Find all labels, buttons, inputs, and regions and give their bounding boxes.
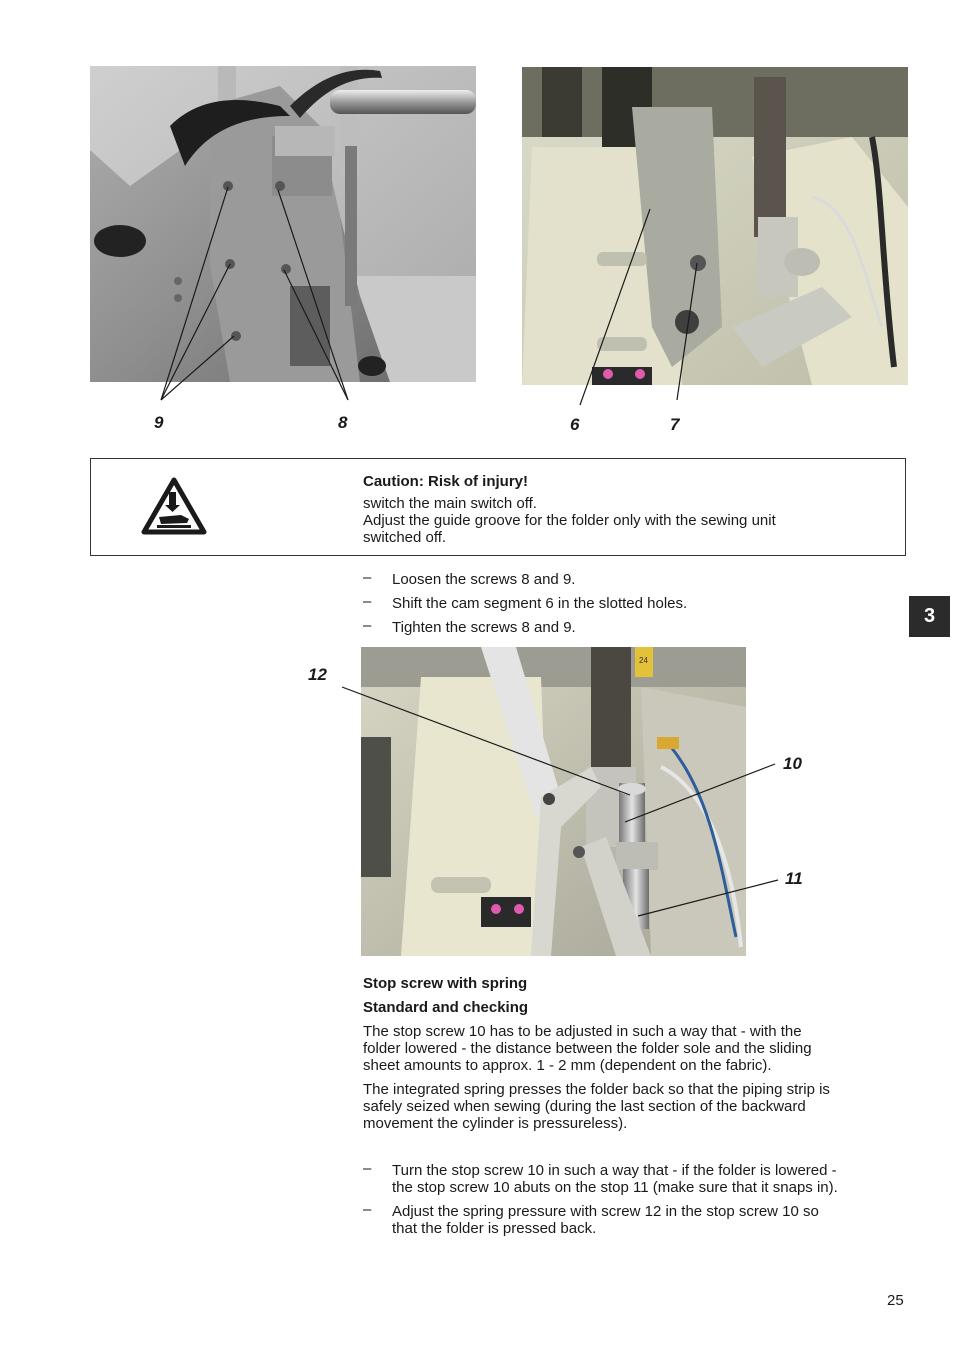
list-item: – Loosen the screws 8 and 9. (363, 569, 576, 588)
callout-8: 8 (338, 413, 348, 432)
steps-list-stop-screw (363, 1162, 838, 1237)
list-item: – Tighten the screws 8 and 9. (363, 617, 576, 636)
chapter-tab: 3 (909, 596, 950, 637)
callout-10: 10 (783, 754, 802, 773)
photo-stop-screw (361, 647, 746, 956)
callout-9: 9 (154, 413, 164, 432)
callout-11: 11 (785, 869, 803, 888)
list-item: – Turn the stop screw 10 in such a way that - if the folder is lowered - the stop screw 10 abuts on the stop 11 (make sure that it snaps in). (363, 1160, 838, 1196)
caution-box (90, 458, 906, 556)
caution-title: Caution: Risk of injury! (363, 473, 528, 490)
callout-6: 6 (570, 415, 580, 434)
steps-list-screws (363, 571, 687, 637)
section-heading-stop-screw: Stop screw with spring (363, 975, 528, 992)
callout-7: 7 (670, 415, 680, 434)
photo-folder-mount (90, 66, 476, 382)
caution-line-3: switched off. (363, 529, 447, 546)
section-headings (363, 975, 908, 1016)
list-item: – Shift the cam segment 6 in the slotted holes. (363, 593, 688, 612)
photo-cam-segment (522, 67, 908, 385)
page-number: 25 (887, 1292, 904, 1309)
marker-label: 24 (639, 656, 648, 665)
paragraph-spring: The integrated spring presses the folder back so that the piping strip is safely seized when sewing (during the last section of the backward movement the cylinder is pressureless). (363, 1081, 830, 1132)
caution-line-2: Adjust the guide groove for the folder only with the sewing unit (363, 512, 776, 529)
callout-12: 12 (308, 665, 327, 684)
caution-line-1: switch the main switch off. (363, 495, 537, 512)
paragraph-stop-screw: The stop screw 10 has to be adjusted in such a way that - with the folder lowered - the distance between the folder sole and the sliding sheet amounts to approx. 1 - 2 mm (dependent on the fabric). (363, 1023, 812, 1074)
section-heading-standard: Standard and checking (363, 999, 529, 1016)
hand-crush-warning-icon (141, 477, 207, 540)
list-item: – Adjust the spring pressure with screw 12 in the stop screw 10 so that the folder is pressed back. (363, 1201, 819, 1237)
